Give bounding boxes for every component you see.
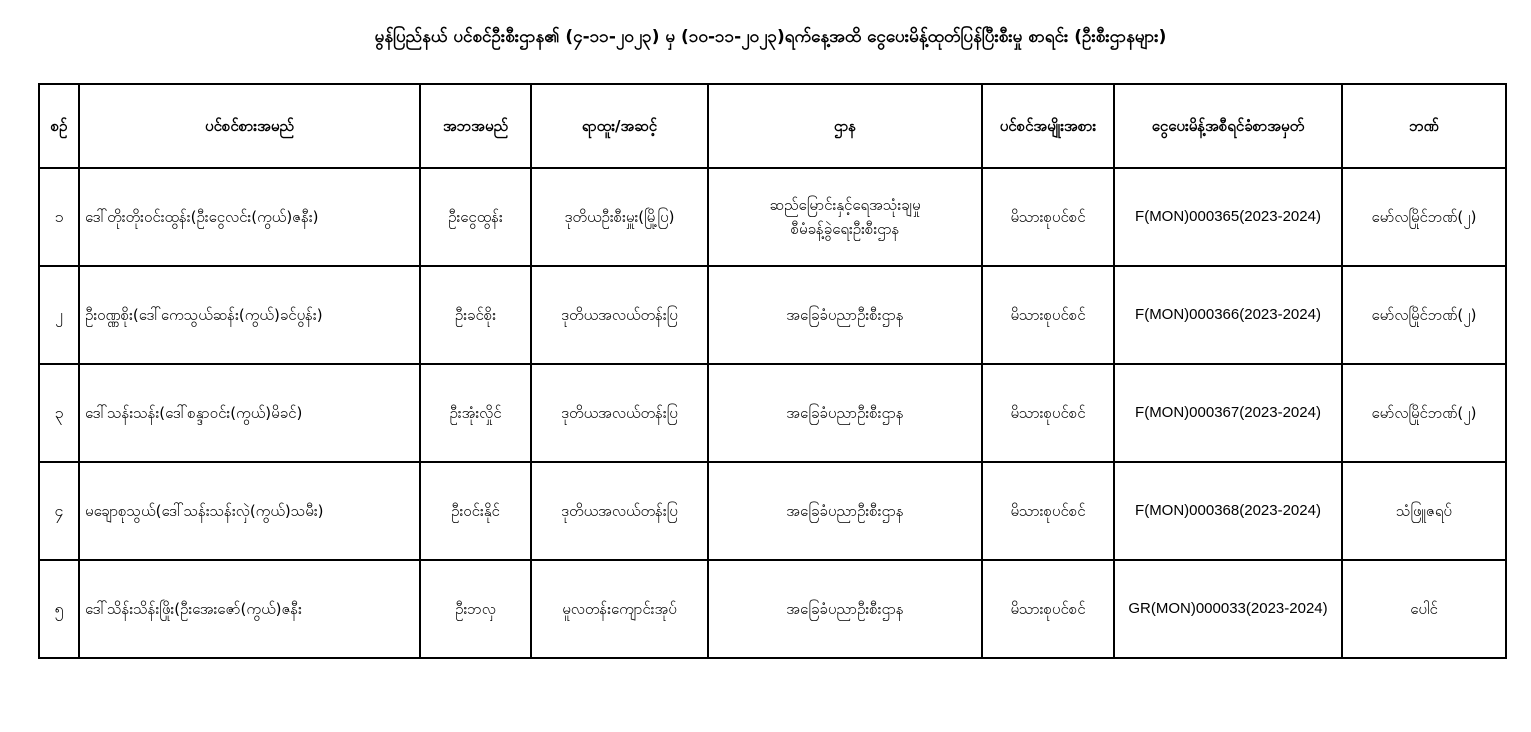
pension-type: မိသားစုပင်စင် [982, 364, 1114, 462]
bank: မော်လမြိုင်ဘဏ်(၂) [1342, 168, 1506, 266]
report-number: F(MON)000367(2023-2024) [1114, 364, 1342, 462]
table-header-row [39, 84, 1506, 168]
column-header-no: စဉ် [39, 84, 79, 168]
row-no: ၅ [39, 560, 79, 658]
report-number: GR(MON)000033(2023-2024) [1114, 560, 1342, 658]
father-name: ဦးဝင်းနိုင် [420, 462, 531, 560]
department-line: အခြေခံပညာဦးစီးဌာန [786, 404, 904, 422]
column-header-bank: ဘဏ် [1342, 84, 1506, 168]
table-row [39, 168, 1506, 266]
department-line: အခြေခံပညာဦးစီးဌာန [786, 306, 904, 324]
department [708, 266, 982, 364]
department-line: အခြေခံပညာဦးစီးဌာန [786, 600, 904, 618]
rank: ဒုတိယအလယ်တန်းပြ [531, 266, 708, 364]
bank: မော်လမြိုင်ဘဏ်(၂) [1342, 364, 1506, 462]
pension-type: မိသားစုပင်စင် [982, 266, 1114, 364]
column-header-father-name: အဘအမည် [420, 84, 531, 168]
bank: ပေါင် [1342, 560, 1506, 658]
column-header-department: ဌာန [708, 84, 982, 168]
rank: မူလတန်းကျောင်းအုပ် [531, 560, 708, 658]
table-row [39, 560, 1506, 658]
row-no: ၄ [39, 462, 79, 560]
page-title: မွန်ပြည်နယ် ပင်စင်ဦးစီးဌာန၏ (၄-၁၁-၂၀၂၃) မှ (၁၀-၁၁-၂၀၂၃)ရက်နေ့အထိ ငွေပေးမိန့်ထုတ်ပြန်ပြီးစီးမှု စာရင်း (ဦးစီးဌာနများ) [374, 27, 1167, 47]
rank: ဒုတိယအလယ်တန်းပြ [531, 364, 708, 462]
father-name: ဦးခင်စိုး [420, 266, 531, 364]
pensioner-name: ဒေါ်တိုးတိုးဝင်းထွန်း(ဦးငွေလင်း(ကွယ်)ဇနီး) [79, 168, 420, 266]
table-row [39, 462, 1506, 560]
row-no: ၂ [39, 266, 79, 364]
row-no: ၃ [39, 364, 79, 462]
column-header-rank: ရာထူး/အဆင့် [531, 84, 708, 168]
pension-type: မိသားစုပင်စင် [982, 168, 1114, 266]
bank: မော်လမြိုင်ဘဏ်(၂) [1342, 266, 1506, 364]
department [708, 168, 982, 266]
pension-type: မိသားစုပင်စင် [982, 560, 1114, 658]
pensioner-name: ဒေါ်သိန်းသိန်းဖြိုး(ဦးအေးဇော်(ကွယ်)ဇနီး [79, 560, 420, 658]
department-line: စီမံခန့်ခွဲရေးဦးစီးဌာန [790, 220, 900, 238]
father-name: ဦးအုံးလှိုင် [420, 364, 531, 462]
report-number: F(MON)000368(2023-2024) [1114, 462, 1342, 560]
department [708, 364, 982, 462]
column-header-report-no: ငွေပေးမိန့်အစီရင်ခံစာအမှတ် [1114, 84, 1342, 168]
pension-table [38, 83, 1507, 659]
department [708, 462, 982, 560]
rank: ဒုတိယအလယ်တန်းပြ [531, 462, 708, 560]
department-line: ဆည်မြောင်းနှင့်ရေအသုံးချမှု [769, 196, 921, 214]
rank: ဒုတိယဦးစီးမှူး(မြို့ပြ) [531, 168, 708, 266]
column-header-pensioner-name: ပင်စင်စားအမည် [79, 84, 420, 168]
pensioner-name: မချောစုသွယ်(ဒေါ်သန်းသန်းလှဲ(ကွယ်)သမီး) [79, 462, 420, 560]
father-name: ဦးဘလှ [420, 560, 531, 658]
report-number: F(MON)000366(2023-2024) [1114, 266, 1342, 364]
department [708, 560, 982, 658]
department-line: အခြေခံပညာဦးစီးဌာန [786, 502, 904, 520]
report-number: F(MON)000365(2023-2024) [1114, 168, 1342, 266]
pensioner-name: ဒေါ်သန်းသန်း(ဒေါ်စန္ဒာဝင်း(ကွယ်)မိခင်) [79, 364, 420, 462]
table-row [39, 266, 1506, 364]
table-row [39, 364, 1506, 462]
column-header-pension-type: ပင်စင်အမျိုးအစား [982, 84, 1114, 168]
father-name: ဦးငွေထွန်း [420, 168, 531, 266]
bank: သံဖြူဇရပ် [1342, 462, 1506, 560]
row-no: ၁ [39, 168, 79, 266]
pensioner-name: ဦးဝဏ္ဏစိုး(ဒေါ်ကေသွယ်ဆန်း(ကွယ်)ခင်ပွန်း) [79, 266, 420, 364]
pension-type: မိသားစုပင်စင် [982, 462, 1114, 560]
